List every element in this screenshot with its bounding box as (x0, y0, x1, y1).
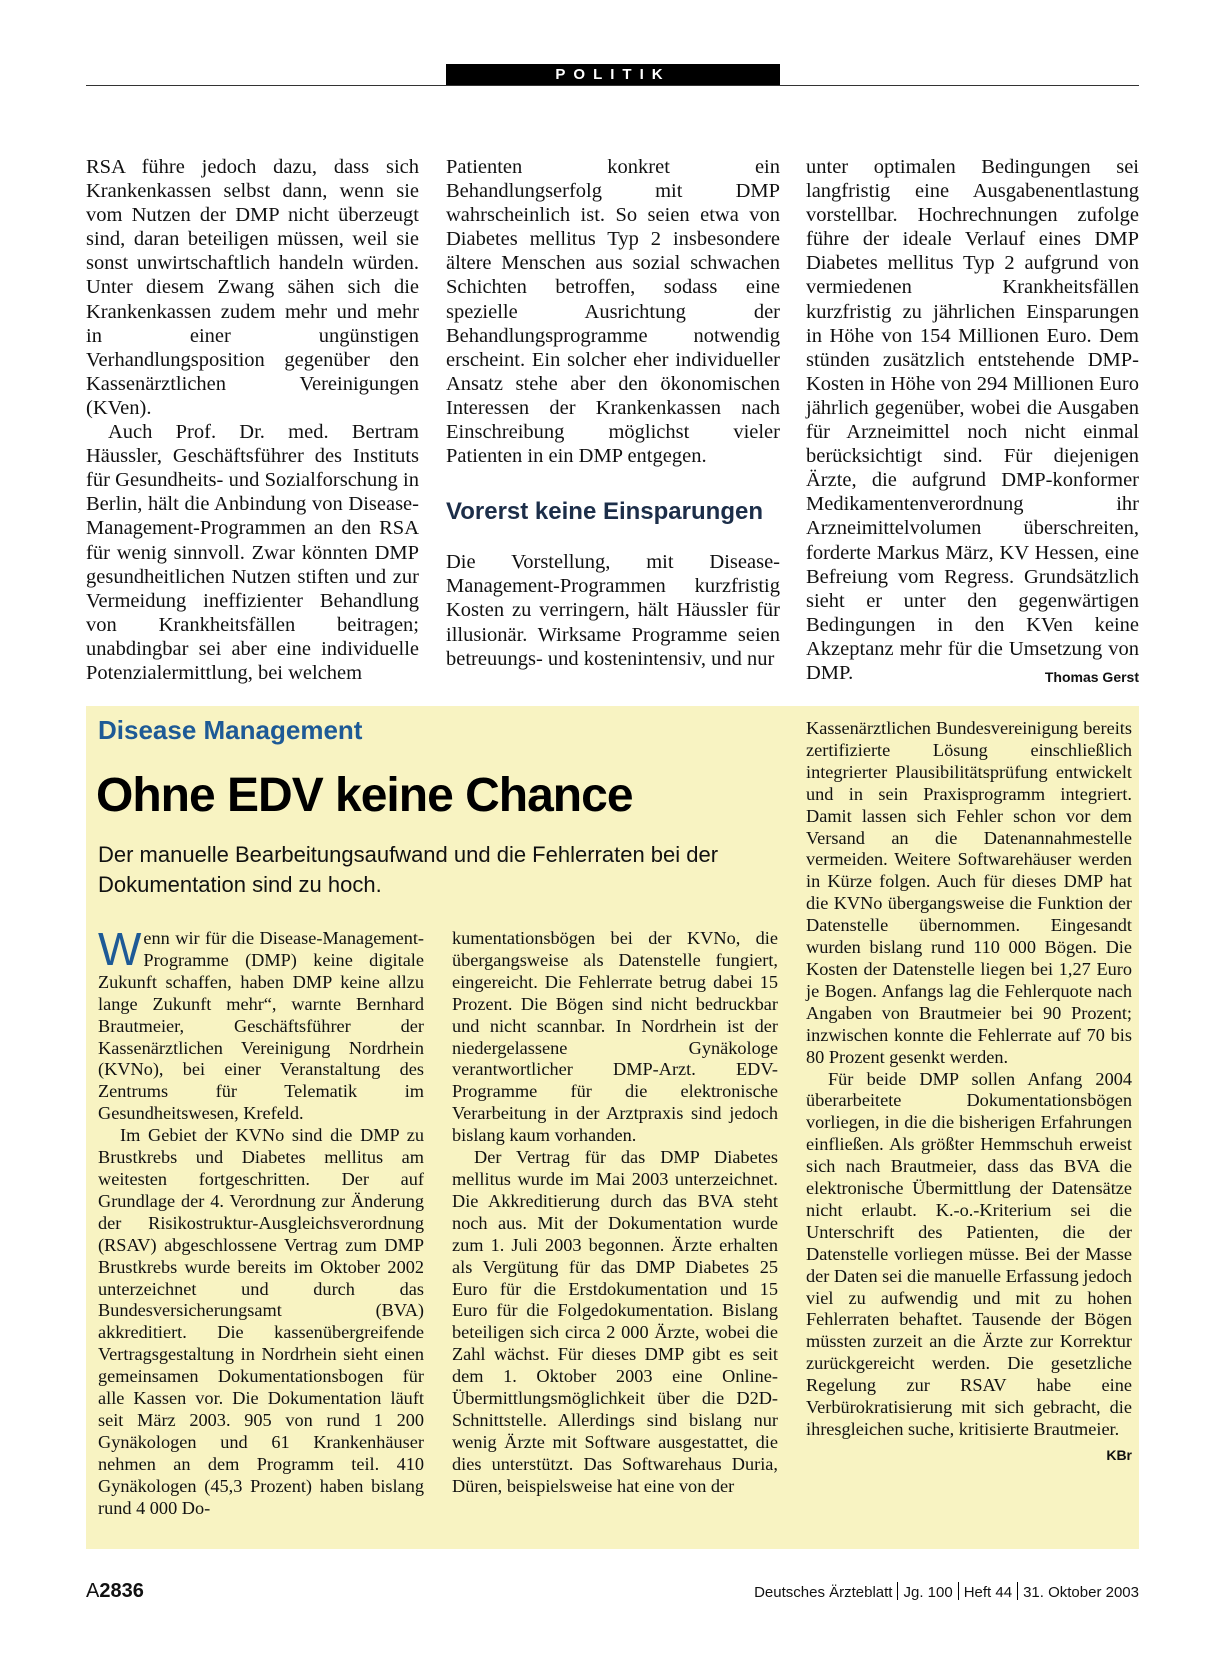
paragraph: Auch Prof. Dr. med. Bertram Häussler, Geschäftsführer des Instituts für Gesundheits- und Sozialforschung in Berlin, hält die Anbindung von Disease-Management-Programmen an den RSA für wenig sinnvoll. Zwar könnten DMP gesundheitlichen Nutzen stiften und zur Vermeidung ineffizienter Behandlung von Krankheitsfällen beitragen; unabdingbar sei aber eine individuelle Potenzialermittlung, bei welchem (86, 421, 419, 684)
paragraph: Im Gebiet der KVNo sind die DMP zu Brustkrebs und Diabetes mellitus am weitesten fortgeschritten. Der auf Grundlage der 4. Verordnung zur Änderung der Risikostruktur-Ausgleichsverordnung (RSAV) abgeschlossene Vertrag zum DMP Brustkrebs wurde bereits im Oktober 2002 unterzeichnet und durch das Bundesversicherungsamt (BVA) akkreditiert. Die kassenübergreifende Vertragsgestaltung in Nordrhein sieht einen gemeinsamen Dokumentationsbogen für alle Kassen vor. Die Dokumentation läuft seit März 2003. 905 von rund 1 200 Gynäkologen und 61 Krankenhäuser nehmen an dem Programm teil. 410 Gynäkologen (45,3 Prozent) haben bislang rund 4 000 Do- (98, 1125, 424, 1518)
paragraph-text: Für beide DMP sollen Anfang 2004 überarbeitete Dokumentationsbögen vorliegen, in die die bisherigen Erfahrungen einfließen. Als größter Hemmschuh erweist sich nach Brautmeier, dass das BVA die elektronische Übermittlung der Datensätze nicht erlaubt. K.-o.-Kriterium sei die Unterschrift des Patienten, die der Datenstelle vorliegen müsse. Bei der Masse der Daten sei die manuelle Erfassung jedoch viel zu aufwendig und mit zu hohen Fehlerraten behaftet. Tausende der Bögen müssten zurzeit an die Ärzte zur Korrektur zurückgereicht werden. Die gesetzliche Regelung zur RSAV habe eine Verbürokratisierung mit sich gebracht, die ihresgleichen suche, kritisierte Brautmeier. (806, 1068, 1132, 1439)
paragraph: kumentationsbögen bei der KVNo, die übergangsweise als Datenstelle fungiert, eingereicht. Die Fehlerrate betrug dabei 15 Prozent. Die Bögen sind nicht bedruckbar und nicht scannbar. In Nordrhein ist der niedergelassene Gynäkologe verantwortlicher DMP-Arzt. EDV-Programme für die elektronische Verarbeitung in der Arztpraxis sind jedoch bislang kaum vorhanden. (452, 928, 778, 1146)
author-signature: KBr (1106, 1446, 1132, 1463)
paragraph: Der Vertrag für das DMP Diabetes mellitus wurde im Mai 2003 unterzeichnet. Die Akkreditierung durch das BVA steht noch aus. Mit der Dokumentation wurde zum 1. Juli 2003 begonnen. Ärzte erhalten als Vergütung für das DMP Diabetes 25 Euro für die Erstdokumentation und 15 Euro für die Folgedokumentation. Bislang beteiligen sich circa 2 000 Ärzte, wobei die Zahl wächst. Für dieses DMP gibt es seit dem 1. Oktober 2003 eine Online-Übermittlungsmöglichkeit über die D2D-Schnittstelle. Allerdings sind bislang nur wenig Ärzte mit Software ausgestattet, die dies unterstützt. Das Softwarehaus Duria, Düren, beispielsweise hat eine von der (452, 1147, 778, 1496)
header-rule (86, 85, 1139, 86)
journal-volume: Jg. 100 (903, 1584, 953, 1601)
paragraph: Kassenärztlichen Bundesvereinigung bereits zertifizierte Lösung einschließlich integrierter Plausibilitätsprüfung entwickelt und in sein Praxisprogramm integriert. Damit lassen sich Fehler schon vor dem Versand an die Datenannahmestelle vermeiden. Weitere Softwarehäuser werden in Kürze folgen. Auch für dieses DMP hat die KVNo übergangsweise die Funktion der Datenstelle übernommen. Eingesandt wurden bislang rund 110 000 Bögen. Die Kosten der Datenstelle liegen bei 1,27 Euro je Bogen. Anfangs lag die Fehlerquote nach Angaben von Brautmeier bei 90 Prozent; inzwischen konnte die Fehlerrate auf 70 bis 80 Prozent gesenkt werden. (806, 718, 1132, 1067)
paragraph-text: enn wir für die Disease-Management-Programme (DMP) keine digitale Zukunft schaffen, haben DMP keine allzu lange Zukunft mehr“, warnte Bernhard Brautmeier, Geschäftsführer der Kassenärztlichen Vereinigung Nordrhein (KVNo), bei einer Veranstaltung des Zentrums für Telematik im Gesundheitswesen, Krefeld. (98, 928, 424, 1124)
box-column-3 (806, 718, 1132, 1467)
page-number-value: 2836 (99, 1580, 144, 1602)
article-column-3 (806, 155, 1139, 689)
article-column-1 (86, 155, 419, 685)
drop-cap: W (98, 923, 142, 975)
section-label: POLITIK (446, 64, 780, 86)
box-column-2 (452, 928, 778, 1498)
paragraph-text: unter optimalen Bedingungen sei langfristig eine Ausgabenentlastung vorstellbar. Hochrechnungen zufolge führe der ideale Verlauf eines DMP Diabetes mellitus Typ 2 aufgrund von vermiedenen Krankheitsfällen kurzfristig zu jährlichen Einsparungen in Höhe von 154 Millionen Euro. Dem stünden zusätzlich entstehende DMP-Kosten in Höhe von 294 Millionen Euro jährlich gegenüber, wobei die Ausgaben für Arzneimittel noch nicht einmal berücksichtigt sind. Für diejenigen Ärzte, die aufgrund DMP-konformer Medikamentenverordnung ihr Arzneimittelvolumen überschreiten, forderte Markus März, KV Hessen, eine Befreiung vom Regress. Grundsätzlich sieht er unter den gegenwärtigen Bedingungen in den KVen keine Akzeptanz mehr für die Umsetzung von DMP. (806, 156, 1139, 684)
journal-date: 31. Oktober 2003 (1023, 1584, 1139, 1601)
paragraph: Die Vorstellung, mit Disease-Management-Programmen kurzfristig Kosten zu verringern, hält Häussler für illusionär. Wirksame Programme seien betreuungs- und kostenintensiv, und nur (446, 551, 780, 670)
paragraph: RSA führe jedoch dazu, dass sich Krankenkassen selbst dann, wenn sie vom Nutzen der DMP nicht überzeugt sind, daran beteiligen müssen, weil sie sonst unwirtschaftlich handeln würden. Unter diesem Zwang sähen sich die Krankenkassen zudem mehr und mehr in einer ungünstigen Verhandlungsposition gegenüber den Kassenärztlichen Vereinigungen (KVen). (86, 156, 419, 419)
divider (897, 1582, 898, 1600)
paragraph (806, 155, 1139, 685)
subheading: Vorerst keine Einsparungen (446, 498, 763, 526)
divider (1017, 1582, 1018, 1600)
paragraph (98, 923, 424, 1125)
box-deck: Der manuelle Bearbeitungsaufwand und die Fehlerraten bei der Dokumentation sind zu hoch. (98, 842, 719, 897)
page-number (86, 1580, 144, 1603)
box-headline: Ohne EDV keine Chance (96, 769, 633, 822)
author-signature: Thomas Gerst (1044, 668, 1139, 685)
box-kicker: Disease Management (98, 715, 363, 745)
paragraph (806, 1068, 1132, 1463)
article-column-2 (446, 155, 780, 671)
divider (958, 1582, 959, 1600)
box-column-1 (98, 923, 424, 1519)
page-prefix: A (86, 1580, 100, 1602)
journal-citation (754, 1582, 1139, 1601)
paragraph: Patienten konkret ein Behandlungserfolg mit DMP wahrscheinlich ist. So seien etwa von Diabetes mellitus Typ 2 insbesondere ältere Menschen aus sozial schwachen Schichten betroffen, sodass eine spezielle Ausrichtung der Behandlungsprogramme notwendig erscheint. Ein solcher eher individueller Ansatz stehe aber den ökonomischen Interessen der Krankenkassen nach Einschreibung möglichst vieler Patienten in ein DMP entgegen. (446, 156, 780, 468)
journal-name: Deutsches Ärzteblatt (754, 1584, 893, 1601)
journal-issue: Heft 44 (963, 1584, 1013, 1601)
